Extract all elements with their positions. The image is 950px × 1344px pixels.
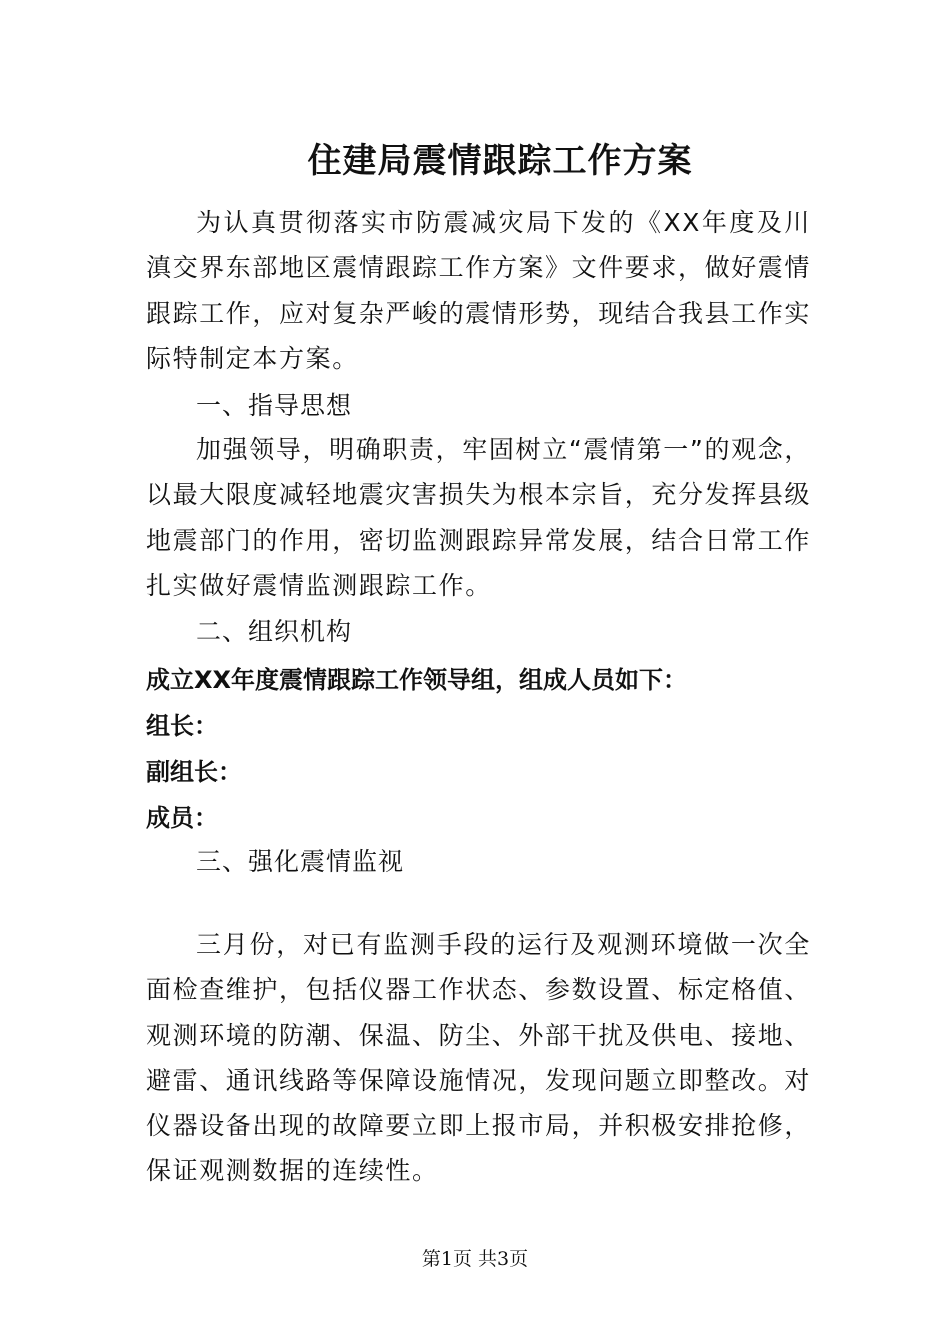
- document-title: 住建局震情跟踪工作方案: [307, 141, 693, 181]
- org-intro-line: 成立XX年度震情跟踪工作领导组，组成人员如下：: [146, 666, 688, 694]
- leader-label: 组长：: [146, 712, 218, 740]
- intro-paragraph: 为认真贯彻落实市防震减灾局下发的《XX年度及川滇交界东部地区震情跟踪工作方案》文件要求，做好震情跟踪工作，应对复杂严峻的震情形势，现结合我县工作实际特制定本方案。: [146, 208, 812, 373]
- section-1-heading: 一、指导思想: [196, 391, 353, 420]
- section-3-heading: 三、强化震情监视: [196, 847, 405, 876]
- page-footer: 第1页 共3页: [421, 1248, 529, 1270]
- deputy-leader-label: 副组长：: [146, 758, 242, 786]
- members-label: 成员：: [146, 804, 218, 832]
- section-3-body: 三月份，对已有监测手段的运行及观测环境做一次全面检查维护，包括仪器工作状态、参数设置、标定格值、观测环境的防潮、保温、防尘、外部干扰及供电、接地、避雷、通讯线路等保障设施情况，发现问题立即整改。对仪器设备出现的故障要立即上报市局，并积极安排抢修，保证观测数据的连续性。: [146, 930, 812, 1186]
- section-1-body: 加强领导，明确职责，牢固树立“震情第一”的观念，以最大限度减轻地震灾害损失为根本宗旨，充分发挥县级地震部门的作用，密切监测跟踪异常发展，结合日常工作扎实做好震情监测跟踪工作。: [146, 435, 812, 600]
- section-2-heading: 二、组织机构: [196, 617, 353, 646]
